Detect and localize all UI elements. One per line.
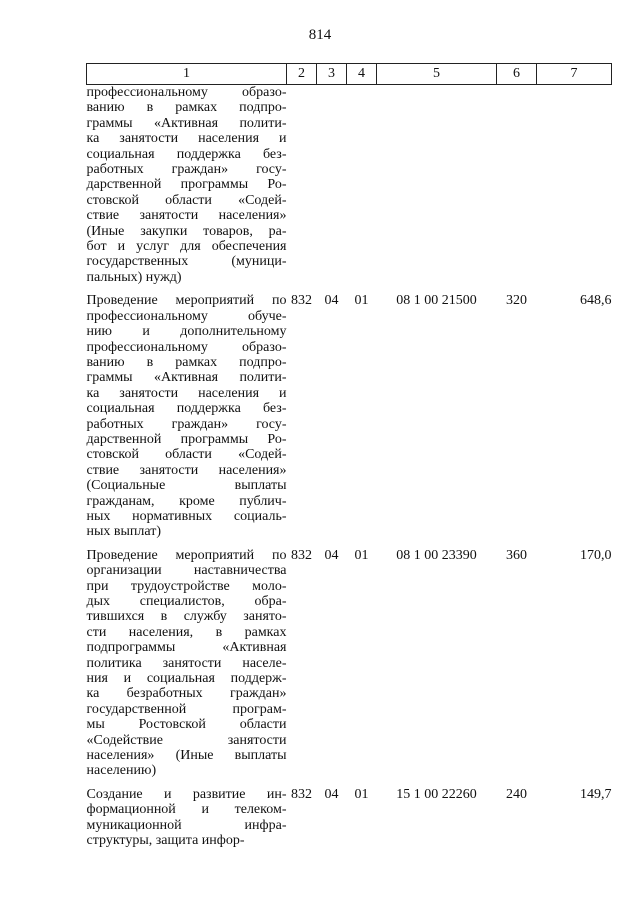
description-line: стовской области «Содей- [86,447,287,463]
row-section-code: 04 [324,786,339,802]
description-line: стовской области «Содей- [86,192,287,208]
description-line: профессиональному образо- [86,339,287,355]
description-line: дарственной программы Ро- [86,177,287,193]
row-section-code: 04 [324,293,339,309]
description-line: ных выплат) [86,524,162,540]
row-expense-type [497,85,537,286]
description-line: социальная поддержка без- [86,146,287,162]
row-target-article: 08 1 00 23390 [396,547,477,563]
header-col-1: 1 [87,64,287,85]
description-line: формационной и телеком- [86,802,287,818]
row-description [87,85,287,286]
description-line: дых специалистов, обра- [86,594,287,609]
table-row [87,85,612,286]
description-line: муникационной инфра- [86,817,287,833]
description-line: профессиональному обуче- [86,308,287,324]
row-ministry-code: 832 [291,547,312,563]
row-amount [537,85,612,286]
row-expense-type: 240 [506,786,527,802]
description-line: (Иные закупки товаров, ра- [86,223,287,239]
header-col-6: 6 [497,64,537,85]
description-line: ванию в рамках подпро- [86,354,287,370]
header-row [87,64,612,85]
description-line: (Социальные выплаты [86,478,287,494]
row-section-code: 04 [324,547,339,563]
description-line: работных граждан» госу- [86,416,287,432]
header-col-2: 2 [287,64,317,85]
row-target-article: 15 1 00 22260 [396,786,477,802]
description-line: мы Ростовской области [86,717,287,733]
row-description [87,285,287,540]
row-target-article [377,85,497,286]
description-line: ствие занятости населения» [86,208,287,224]
table-row [87,285,612,540]
row-subsection-code: 01 [354,547,369,563]
description-line: ка занятости населения и [86,385,287,401]
row-subsection-code [347,85,377,286]
description-line: ния и социальная поддерж- [86,671,287,687]
row-section-code [317,85,347,286]
description-line: Проведение мероприятий по [86,547,287,563]
description-line: социальная поддержка без- [86,401,287,417]
description-line: подпрограммы «Активная [86,640,287,656]
header-col-7: 7 [537,64,612,85]
row-description [87,779,287,849]
description-line: гражданам, кроме публич- [86,493,287,509]
description-line: Создание и развитие ин- [86,786,287,802]
description-line: политика занятости населе- [86,655,287,671]
description-line: населению) [86,763,157,779]
description-line: граммы «Активная полити- [86,370,287,386]
description-line: ных нормативных социаль- [86,508,287,524]
row-subsection-code: 01 [354,293,369,309]
description-line: пальных) нужд) [86,269,182,285]
description-line: ка безработных граждан» [86,686,287,702]
description-line: государственной програм- [86,701,287,717]
description-line: при трудоустройстве моло- [86,578,287,594]
header-col-3: 3 [317,64,347,85]
row-expense-type: 320 [506,293,527,309]
table-row [87,779,612,849]
row-amount: 170,0 [580,547,612,563]
description-line: сти населения, в рамках [86,624,287,640]
description-line: «Содействие занятости [86,732,287,748]
description-line: населения» (Иные выплаты [86,748,287,764]
description-line: государственных (муници- [86,254,287,270]
description-line: ванию в рамках подпро- [86,100,287,116]
description-line: профессиональному образо- [86,85,287,100]
row-ministry-code: 832 [291,293,312,309]
description-line: граммы «Активная полити- [86,115,287,131]
row-ministry-code: 832 [291,786,312,802]
row-amount: 149,7 [580,786,612,802]
description-line: организации наставничества [86,563,287,579]
description-line: нию и дополнительному [86,324,287,340]
description-line: работных граждан» госу- [86,162,287,178]
row-expense-type: 360 [506,547,527,563]
row-description [87,540,287,779]
description-line: структуры, защита инфор- [86,833,245,849]
budget-table [86,63,612,849]
description-line: тившихся в службу занято- [86,609,287,625]
header-col-5: 5 [377,64,497,85]
description-line: ствие занятости населения» [86,462,287,478]
page-number: 814 [308,27,332,43]
row-ministry-code [287,85,317,286]
description-line: Проведение мероприятий по [86,293,287,309]
description-line: ка занятости населения и [86,131,287,147]
row-subsection-code: 01 [354,786,369,802]
description-line: бот и услуг для обеспечения [86,239,287,255]
row-amount: 648,6 [580,293,612,309]
row-target-article: 08 1 00 21500 [396,293,477,309]
header-col-4: 4 [347,64,377,85]
table-row [87,540,612,779]
description-line: дарственной программы Ро- [86,431,287,447]
